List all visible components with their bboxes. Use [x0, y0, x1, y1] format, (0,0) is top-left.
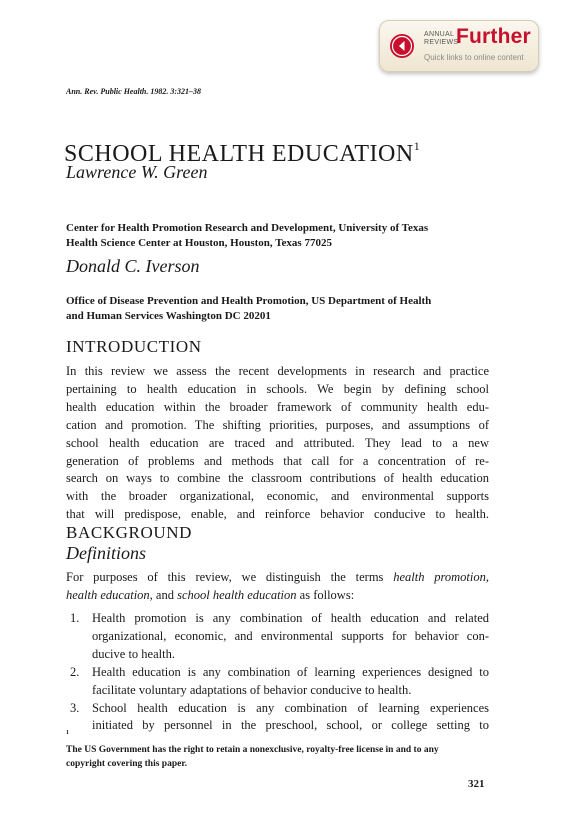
footnote-line: copyright covering this paper.: [66, 759, 188, 770]
author-affiliation: [66, 221, 506, 251]
text-line: organizational, economic, and environmental supports for behavior con-: [92, 628, 489, 643]
further-badge[interactable]: [379, 20, 539, 72]
definitions-list: [66, 610, 489, 735]
text-line: with the broader organizational, economic, and environmental supports: [66, 489, 489, 504]
text-line: facilitate voluntary adaptations of behavior conducive to health.: [92, 682, 412, 697]
badge-publisher: [424, 31, 458, 47]
text-line: [66, 569, 489, 587]
definitions-intro-paragraph: [66, 569, 489, 605]
badge-further-label: Further: [456, 25, 531, 48]
footnote-line: [66, 726, 489, 757]
subsection-heading-definitions: Definitions: [66, 543, 146, 563]
list-item: [66, 664, 489, 700]
text-line: In this review we assess the recent developments in research and practice: [66, 364, 489, 378]
text-run: and: [152, 587, 178, 602]
affiliation-line: Center for Health Promotion Research and Development, University of Texas: [66, 222, 429, 234]
author-name: Donald C. Iverson: [66, 256, 200, 276]
text-line: initiated by personnel in the preschool, school, or college setting to: [92, 718, 489, 733]
text-line: school health education are traced and attributed. They lead to a new: [66, 435, 489, 450]
text-line: School health education is any combination of learning experiences: [92, 700, 489, 715]
term-health-promotion: health promotion,: [393, 570, 489, 584]
footnote: [66, 726, 489, 771]
author-name: Lawrence W. Green: [66, 162, 208, 182]
journal-citation: Ann. Rev. Public Health. 1982. 3:321–38: [66, 87, 202, 96]
text-line: that will predispose, enable, and reinforce behavior conducive to health.: [66, 507, 489, 522]
text-line: [66, 587, 489, 605]
term-health-education: health education,: [66, 587, 153, 602]
text-line: health education within the broader framework of community health edu-: [66, 399, 489, 414]
text-run: as follows:: [296, 587, 355, 602]
introduction-paragraph: [66, 363, 489, 524]
footnote-text: The US Government has the right to retain a nonexclusive, royalty-free license in and to any: [66, 745, 439, 756]
section-heading-introduction: INTRODUCTION: [66, 337, 202, 356]
play-circle-icon: [389, 33, 415, 59]
badge-subtitle: Quick links to online content: [424, 53, 524, 62]
text-line: pertaining to health education in schools. We begin by defining school: [66, 381, 489, 396]
text-line: ducive to health.: [92, 646, 175, 661]
title-footnote-marker: 1: [413, 139, 421, 153]
list-number: 2.: [70, 664, 80, 679]
badge-annual-label: ANNUAL: [424, 31, 455, 38]
list-number: 1.: [70, 611, 80, 625]
text-line: Health promotion is any combination of health education and related: [92, 611, 489, 625]
text-line: search on ways to combine the classroom contributions of health education: [66, 471, 489, 486]
affiliation-line: Office of Disease Prevention and Health Promotion, US Department of Health: [66, 295, 432, 307]
list-number: 3.: [70, 700, 80, 715]
badge-reviews-label: REVIEWS: [424, 39, 459, 46]
text-run: For purposes of this review, we distinguish the terms: [66, 570, 394, 584]
text-line: cation and promotion. The shifting priorities, purposes, and assumptions of: [66, 417, 489, 432]
affiliation-line: and Human Services Washington DC 20201: [66, 310, 271, 322]
footnote-marker: 1: [66, 730, 69, 736]
paper-title-text: SCHOOL HEALTH EDUCATION: [64, 141, 414, 167]
list-item: [66, 610, 489, 664]
affiliation-line: Health Science Center at Houston, Houston, Texas 77025: [66, 237, 332, 249]
section-heading-background: BACKGROUND: [66, 523, 192, 542]
text-line: generation of problems and methods that call for a concentration of re-: [66, 453, 489, 468]
page-number: 321: [468, 778, 485, 790]
author-affiliation: [66, 294, 506, 324]
term-school-health-education: school health education: [177, 587, 297, 602]
text-line: Health education is any combination of learning experiences designed to: [92, 664, 489, 679]
